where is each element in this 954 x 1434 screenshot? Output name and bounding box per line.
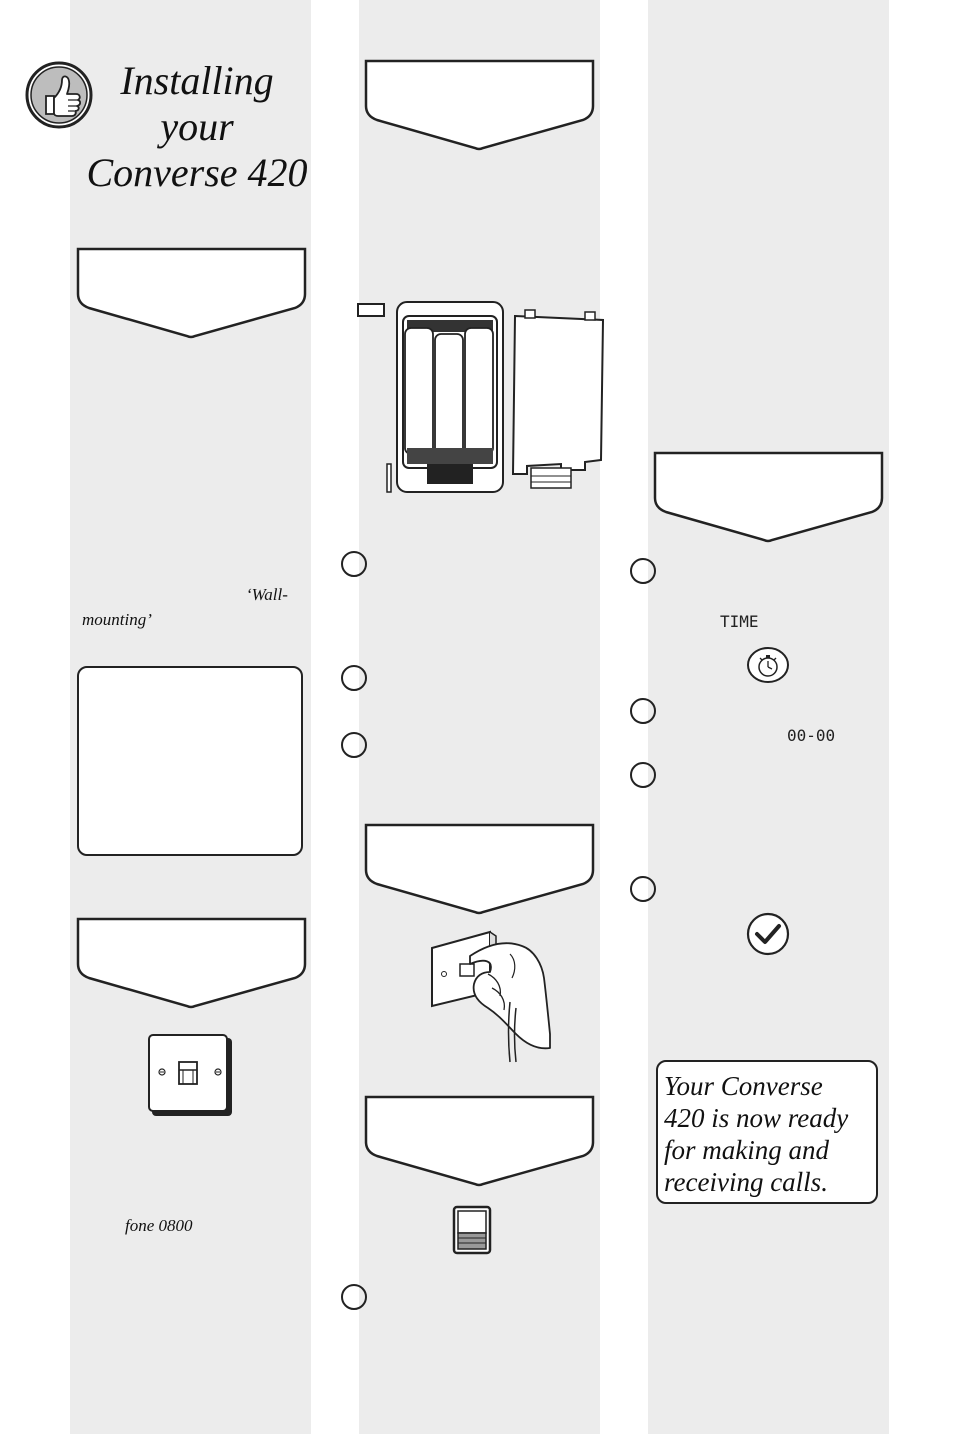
step-marker xyxy=(630,876,656,902)
step-banner-1 xyxy=(77,248,307,340)
wall-socket-icon xyxy=(148,1034,234,1118)
plug-into-socket-illustration xyxy=(430,930,554,1064)
step-marker xyxy=(341,732,367,758)
step-marker xyxy=(341,551,367,577)
lcd-zero-display: 00-00 xyxy=(787,726,836,745)
step-banner-2 xyxy=(77,918,307,1010)
fone-reference: fone 0800 xyxy=(125,1216,193,1235)
step-banner-6 xyxy=(654,452,884,544)
step-marker xyxy=(630,558,656,584)
step-marker xyxy=(630,698,656,724)
battery-compartment-illustration xyxy=(355,298,611,494)
page-title xyxy=(72,58,322,196)
clock-icon xyxy=(746,646,790,684)
ready-message-box xyxy=(656,1060,878,1204)
step-marker xyxy=(630,762,656,788)
step-banner-5 xyxy=(365,1096,595,1188)
lcd-time-display: TIME xyxy=(720,612,759,631)
checkmark-icon xyxy=(746,912,790,956)
note-box xyxy=(77,666,303,856)
wall-mounting-reference-1: ‘Wall- xyxy=(246,585,288,604)
step-marker xyxy=(341,1284,367,1310)
title-line-2: your xyxy=(160,104,234,149)
title-line-3: Converse 420 xyxy=(86,150,308,195)
wall-mounting-reference-2: mounting’ xyxy=(82,610,152,629)
step-marker xyxy=(341,665,367,691)
column-3 xyxy=(648,0,889,1434)
step-banner-4 xyxy=(365,824,595,916)
ready-message: Your Converse 420 is now ready for making and receiving calls. xyxy=(664,1071,849,1197)
step-banner-3 xyxy=(365,60,595,152)
switch-icon xyxy=(453,1206,493,1256)
title-line-1: Installing xyxy=(120,58,274,103)
